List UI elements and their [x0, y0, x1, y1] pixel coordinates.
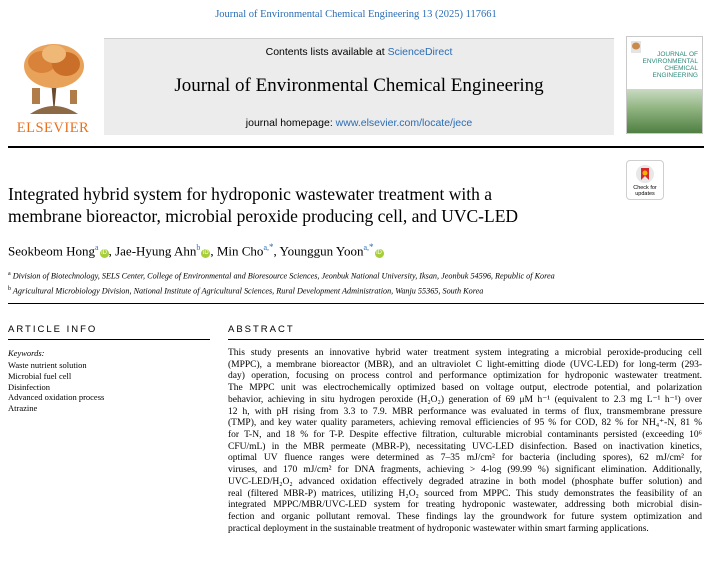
affiliation-marker[interactable]: a, [263, 243, 269, 252]
cover-title [643, 51, 699, 79]
abstract-line: day) operation, focusing on process control and performance optimization for hydroponic wastewater treatment. [228, 371, 702, 382]
corresponding-author-icon[interactable]: * [269, 242, 274, 252]
affiliation-text: Agricultural Microbiology Division, National Institute of Agricultural Sciences, Rural Development Administration, Wanju 55365, South Korea [12, 286, 484, 296]
abstract-line: practical deployment in the sustainable treatment of hydroponic wastewater within smart farming applications. [228, 523, 649, 534]
orcid-icon[interactable]: iD [203, 250, 209, 257]
header-divider [8, 146, 704, 148]
abstract-rule [228, 339, 704, 340]
abstract-line: The MPPC unit was electrochemically optimized based on voltage output, electrode potential, and polarization [228, 383, 702, 394]
author-name[interactable]: Min Cho [216, 243, 264, 259]
keyword-item: Microbial fuel cell [8, 370, 72, 381]
abstract-line: integrated MPPC/MBR/UVC-LED system for treating hydroponic wastewater, addressing both microbial disin- [228, 500, 702, 511]
check-label-line: updates [635, 191, 655, 197]
homepage-prefix: journal homepage: [245, 117, 336, 129]
abstract-line: UVC-LED/H₂O₂ advanced oxidation effectively degraded atrazine in both model (phosphate buffer solution) and [228, 476, 702, 487]
author-name[interactable]: Seokbeom Hong [8, 243, 96, 259]
journal-cover-thumbnail[interactable] [626, 36, 703, 134]
author-list: Seokbeom Hong$^a$iD , Jae-Hyung Ahn$^b$iD , Min Cho$^{a,*}$, Younggun Yoon$^{a,*}$iD [8, 242, 382, 259]
article-info-rule [8, 339, 210, 340]
corresponding-author-icon[interactable]: * [369, 242, 374, 252]
elsevier-logo[interactable] [10, 38, 96, 134]
abstract-line: optimal UV fluence ranges were determined as 7–35 mJ/cm² for bacteria (including spores), 62 mJ/cm² for [228, 453, 702, 464]
orcid-icon[interactable]: iD [376, 250, 382, 257]
check-for-updates-icon [635, 164, 655, 184]
check-for-updates-label [627, 185, 663, 197]
affiliation-item [8, 283, 698, 298]
abstract-line: (MPPC), a membrane bioreactor (MBR), and an ultraviolet C light-emitting diode (UVC-LED) for long-term (293- [228, 359, 702, 370]
check-label-line: Check for [633, 185, 657, 191]
cover-title-line: ENVIRONMENTAL [642, 58, 698, 65]
keywords-label: Keywords: [8, 348, 45, 358]
abstract-line: 12 h, with pH rising from 3.3 to 7.9. MBR performance was evaluated in terms of flux, transmembrane pressure [228, 406, 702, 417]
abstract-heading: ABSTRACT [228, 324, 295, 335]
abstract-line: viruses, and 170 mJ/cm² for DNA fragments, achieving > 4-log (99.99 %) significant elimination. Additionally, [228, 465, 702, 476]
abstract-line: behavior, achieving in situ hydrogen peroxide (H₂O₂) generation of 69 μM h⁻¹ (equivalent to 2.3 mg L⁻¹ h⁻¹) over [228, 394, 702, 405]
keyword-item: Atrazine [8, 403, 38, 414]
title-line: membrane bioreactor, microbial peroxide producing cell, and UVC-LED [8, 206, 519, 226]
keywords-list [8, 360, 208, 414]
cover-photo [627, 89, 702, 133]
sciencedirect-link[interactable]: ScienceDirect [387, 46, 453, 58]
journal-masthead [8, 36, 704, 134]
affiliations [8, 268, 698, 297]
mini-elsevier-icon [631, 41, 641, 53]
journal-title: Journal of Environmental Chemical Engineering [174, 75, 544, 96]
abstract-text [228, 348, 702, 536]
orcid-icon[interactable]: iD [101, 250, 107, 257]
article-info-heading: ARTICLE INFO [8, 324, 98, 335]
keyword-item: Waste nutrient solution [8, 360, 87, 370]
affiliation-item [8, 268, 698, 283]
abstract-line: fection and organic pollutant removal. These findings lay the groundwork for future system optimization and [228, 512, 702, 523]
elsevier-tree-logo [16, 40, 92, 118]
affiliation-sup: a [8, 271, 11, 277]
cover-title-line: ENGINEERING [652, 72, 698, 79]
abstract-line: real (filtered MBR-P) matrices, utilizing H₂O₂ sourced from MPPC. This study demonstrates the feasibility of an [228, 488, 702, 499]
homepage-line [104, 117, 614, 129]
journal-homepage-link[interactable]: www.elsevier.com/locate/jece [335, 117, 473, 129]
abstract-line: This study presents an innovative hybrid water treatment system integrating a microbial peroxide-producing cell [228, 348, 702, 358]
journal-info-box [104, 38, 614, 135]
elsevier-wordmark: ELSEVIER [16, 120, 90, 136]
affiliation-marker[interactable]: b [196, 243, 201, 252]
check-for-updates-button[interactable] [626, 160, 664, 200]
cover-title-line: JOURNAL OF [657, 51, 698, 58]
section-divider [8, 303, 704, 304]
contents-line [104, 46, 614, 58]
article-title [8, 183, 608, 227]
affiliation-marker[interactable]: a [95, 243, 99, 252]
abstract-line: for T-N, and 18 % for T-P. Despite effective filtration, culturable microbial contaminants persisted (exceeding 10⁶ [228, 430, 702, 441]
journal-citation[interactable]: Journal of Environmental Chemical Engineering 13 (2025) 117661 [215, 9, 497, 20]
affiliation-sup: b [8, 285, 11, 292]
abstract-line: (TMP), and key water quality parameters, achieving removal efficiencies of 95 % for COD, 82 % for NH₄⁺-N, 81 % [228, 418, 702, 429]
contents-prefix: Contents lists available at [265, 46, 388, 58]
author-name[interactable]: Jae-Hyung Ahn [115, 243, 197, 259]
abstract-line: CFU/mL) in the MBR permeate (MBR-P), necessitating UVC-LED disinfection. Based on inactivation kinetics, [228, 441, 702, 452]
keyword-item: Disinfection [8, 381, 51, 392]
title-line: Integrated hybrid system for hydroponic wastewater treatment with a [8, 184, 493, 204]
author-name[interactable]: Younggun Yoon [279, 243, 364, 259]
affiliation-text: Division of Biotechnology, SELS Center, College of Environmental and Bioresource Sciences, Jeonbuk National University, Iksan, Jeonbuk 54596, Republic of Korea [12, 271, 555, 281]
keyword-item: Advanced oxidation process [8, 392, 105, 403]
cover-title-line: CHEMICAL [664, 65, 698, 72]
affiliation-marker[interactable]: a, [363, 243, 370, 252]
